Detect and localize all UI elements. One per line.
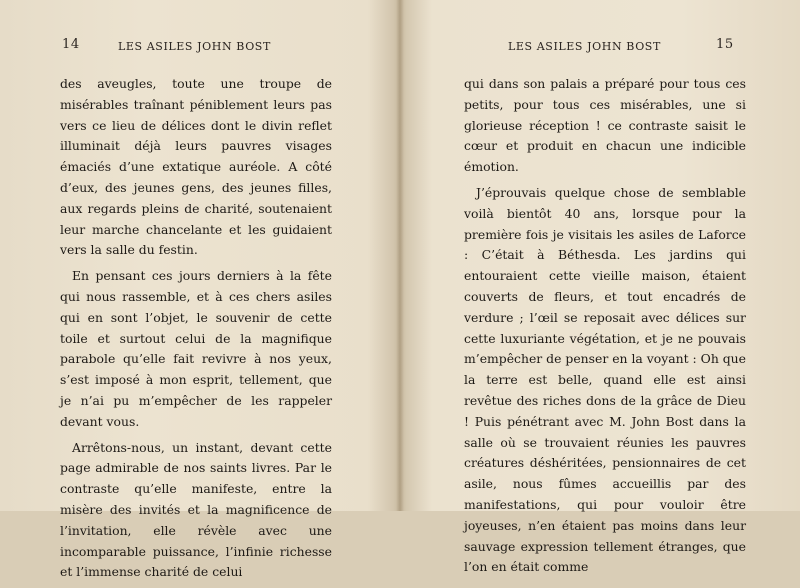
- text-column: [464, 74, 746, 583]
- paragraph: Arrêtons-nous, un instant, devant cette page admirable de nos saints livres. Par le contraste qu’elle manifeste, entre la misère des invités et la magnificence de l’invitation, elle révèle avec une incomparable puissance, l’infinie richesse et l’immense charité de celui: [60, 439, 332, 580]
- left-page: [0, 0, 398, 580]
- paragraph: qui dans son palais a préparé pour tous ces petits, pour tous ces misérables, une si glorieuse réception ! ce contraste saisit le cœur et produit en chacun une indicible émotion.: [464, 76, 746, 175]
- running-title: LES ASILES JOHN BOST: [118, 40, 271, 53]
- running-title: LES ASILES JOHN BOST: [508, 40, 661, 53]
- page-number: 15: [716, 37, 734, 52]
- paragraph: J’éprouvais quelque chose de semblable voilà bientôt 40 ans, lorsque pour la première fois je visitais les asiles de Laforce : C’était à Béthesda. Les jardins qui entouraient cette vieille maison, étaient couverts de fleurs, et tout encadrés de verdure ; l’œil se reposait avec délices sur cette luxuriante végétation, et je ne pouvais m’empêcher de penser en la voyant : Oh que la terre est belle, quand elle est ainsi revêtue des riches dons de la grâce de Dieu ! Puis pénétrant avec M. John Bost dans la salle où se trouvaient réunies les pauvres créatures déshéritées, pensionnaires de cet asile, nous fûmes accueillis par des manifestations, qui pour vouloir être joyeuses, n’en étaient pas moins dans leur sauvage expression tellement étranges, que l’on en était comme: [464, 184, 746, 575]
- page-number: 14: [62, 37, 80, 52]
- paragraph: En pensant ces jours derniers à la fête qui nous rassemble, et à ces chers asiles qui en sont l’objet, le souvenir de cette toile et surtout celui de la magnifique parabole qu’elle fait revivre à nos yeux, s’est imposé à mon esprit, tellement, que je n’ai pu m’empêcher de les rappeler devant vous.: [60, 268, 332, 429]
- right-page: [402, 0, 800, 575]
- paragraph: des aveugles, toute une troupe de misérables traînant péniblement leurs pas vers ce lieu de délices dont le divin reflet illuminait déjà leurs pauvres visages émaciés d’une extatique auréole. A côté d’eux, des jeunes gens, des jeunes filles, aux regards pleins de charité, soutenaient leur marche chancelante et les guidaient vers la salle du festin.: [60, 76, 332, 258]
